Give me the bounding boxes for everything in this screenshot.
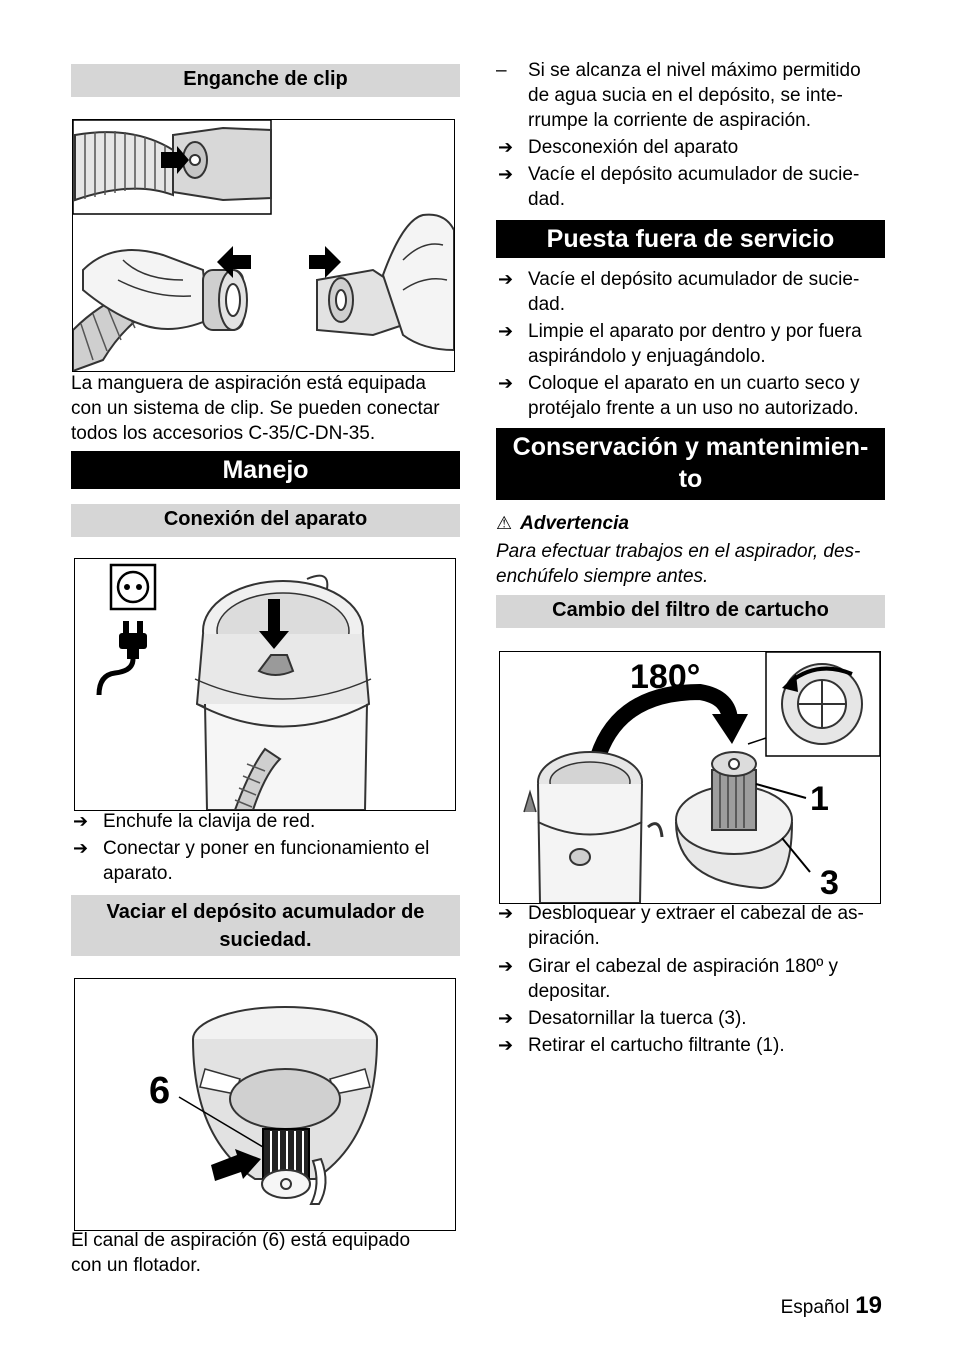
arrow-right-icon: ➔ bbox=[498, 903, 514, 923]
page-footer bbox=[781, 1293, 882, 1320]
arrow-right-icon: ➔ bbox=[498, 1008, 514, 1028]
arrow-right-icon: ➔ bbox=[73, 838, 89, 858]
heading-conservacion: Conservación y mantenimien- to bbox=[496, 428, 885, 500]
warning-icon: ⚠ bbox=[496, 513, 513, 533]
vaciar-description: El canal de aspiración (6) está equipado con un flotador. bbox=[71, 1230, 411, 1276]
heading-conexion-del-aparato: Conexión del aparato bbox=[71, 504, 460, 537]
step-coloque: ➔ Coloque el aparato en un cuarto seco y protéjalo frente a un uso no autorizado. bbox=[498, 373, 860, 419]
step-limpie: ➔ Limpie el aparato por dentro y por fuera aspirándolo y enjuagándolo. bbox=[498, 321, 862, 367]
heading-vaciar-deposito: Vaciar el depósito acumulador de suciedad. bbox=[71, 895, 460, 956]
arrow-right-icon: ➔ bbox=[498, 321, 514, 341]
figure-hose-clip bbox=[72, 119, 455, 372]
step-retirar: ➔ Retirar el cartucho filtrante (1). bbox=[498, 1035, 785, 1056]
arrow-right-icon: ➔ bbox=[73, 811, 89, 831]
arrow-right-icon: ➔ bbox=[498, 1035, 514, 1055]
step-conectar: ➔ Conectar y poner en funcionamiento el aparato. bbox=[73, 838, 430, 884]
step-vacie-1: ➔ Vacíe el depósito acumulador de sucie- dad. bbox=[498, 164, 860, 210]
note-max-level: – Si se alcanza el nivel máximo permitido de agua sucia en el depósito, se inte- rrumpe la corriente de aspiración. bbox=[496, 60, 861, 131]
figure-float-valve bbox=[74, 978, 456, 1231]
arrow-right-icon: ➔ bbox=[498, 164, 514, 184]
figure-filter-change bbox=[499, 651, 881, 904]
heading-enganche-de-clip: Enganche de clip bbox=[71, 64, 460, 97]
step-enchufe: ➔ Enchufe la clavija de red. bbox=[73, 811, 316, 832]
power-plug-icon bbox=[119, 621, 147, 659]
clip-description: La manguera de aspiración está equipada con un sistema de clip. Se pueden conectar todos los accesorios C-35/C-DN-35. bbox=[71, 373, 440, 444]
heading-cambio-filtro: Cambio del filtro de cartucho bbox=[496, 595, 885, 628]
figure-power-connection bbox=[74, 558, 456, 811]
step-desbloquear: ➔ Desbloquear y extraer el cabezal de as- piración. bbox=[498, 903, 864, 949]
label-3: 3 bbox=[820, 864, 839, 902]
footer-language: Español bbox=[780, 1297, 850, 1318]
arrow-right-icon: ➔ bbox=[498, 269, 514, 289]
step-vacie-2: ➔ Vacíe el depósito acumulador de sucie- dad. bbox=[498, 269, 860, 315]
label-180: 180° bbox=[630, 658, 701, 696]
hose-icon bbox=[75, 132, 173, 200]
arrow-right-icon: ➔ bbox=[498, 373, 514, 393]
step-desconexion: ➔ Desconexión del aparato bbox=[498, 137, 739, 158]
label-1: 1 bbox=[810, 780, 829, 818]
arrow-right-icon: ➔ bbox=[498, 137, 514, 157]
arrow-right-icon: ➔ bbox=[498, 956, 514, 976]
warning-text: Para efectuar trabajos en el aspirador, des- enchúfelo siempre antes. bbox=[496, 541, 861, 587]
heading-manejo: Manejo bbox=[71, 451, 460, 489]
warning-title: ⚠ Advertencia bbox=[496, 513, 629, 534]
step-desatornillar: ➔ Desatornillar la tuerca (3). bbox=[498, 1008, 747, 1029]
page-number: 19 bbox=[855, 1292, 882, 1319]
power-socket-icon bbox=[111, 565, 155, 609]
label-6: 6 bbox=[149, 1070, 171, 1112]
heading-puesta-fuera-de-servicio: Puesta fuera de servicio bbox=[496, 220, 885, 258]
step-girar: ➔ Girar el cabezal de aspiración 180º y depositar. bbox=[498, 956, 839, 1002]
